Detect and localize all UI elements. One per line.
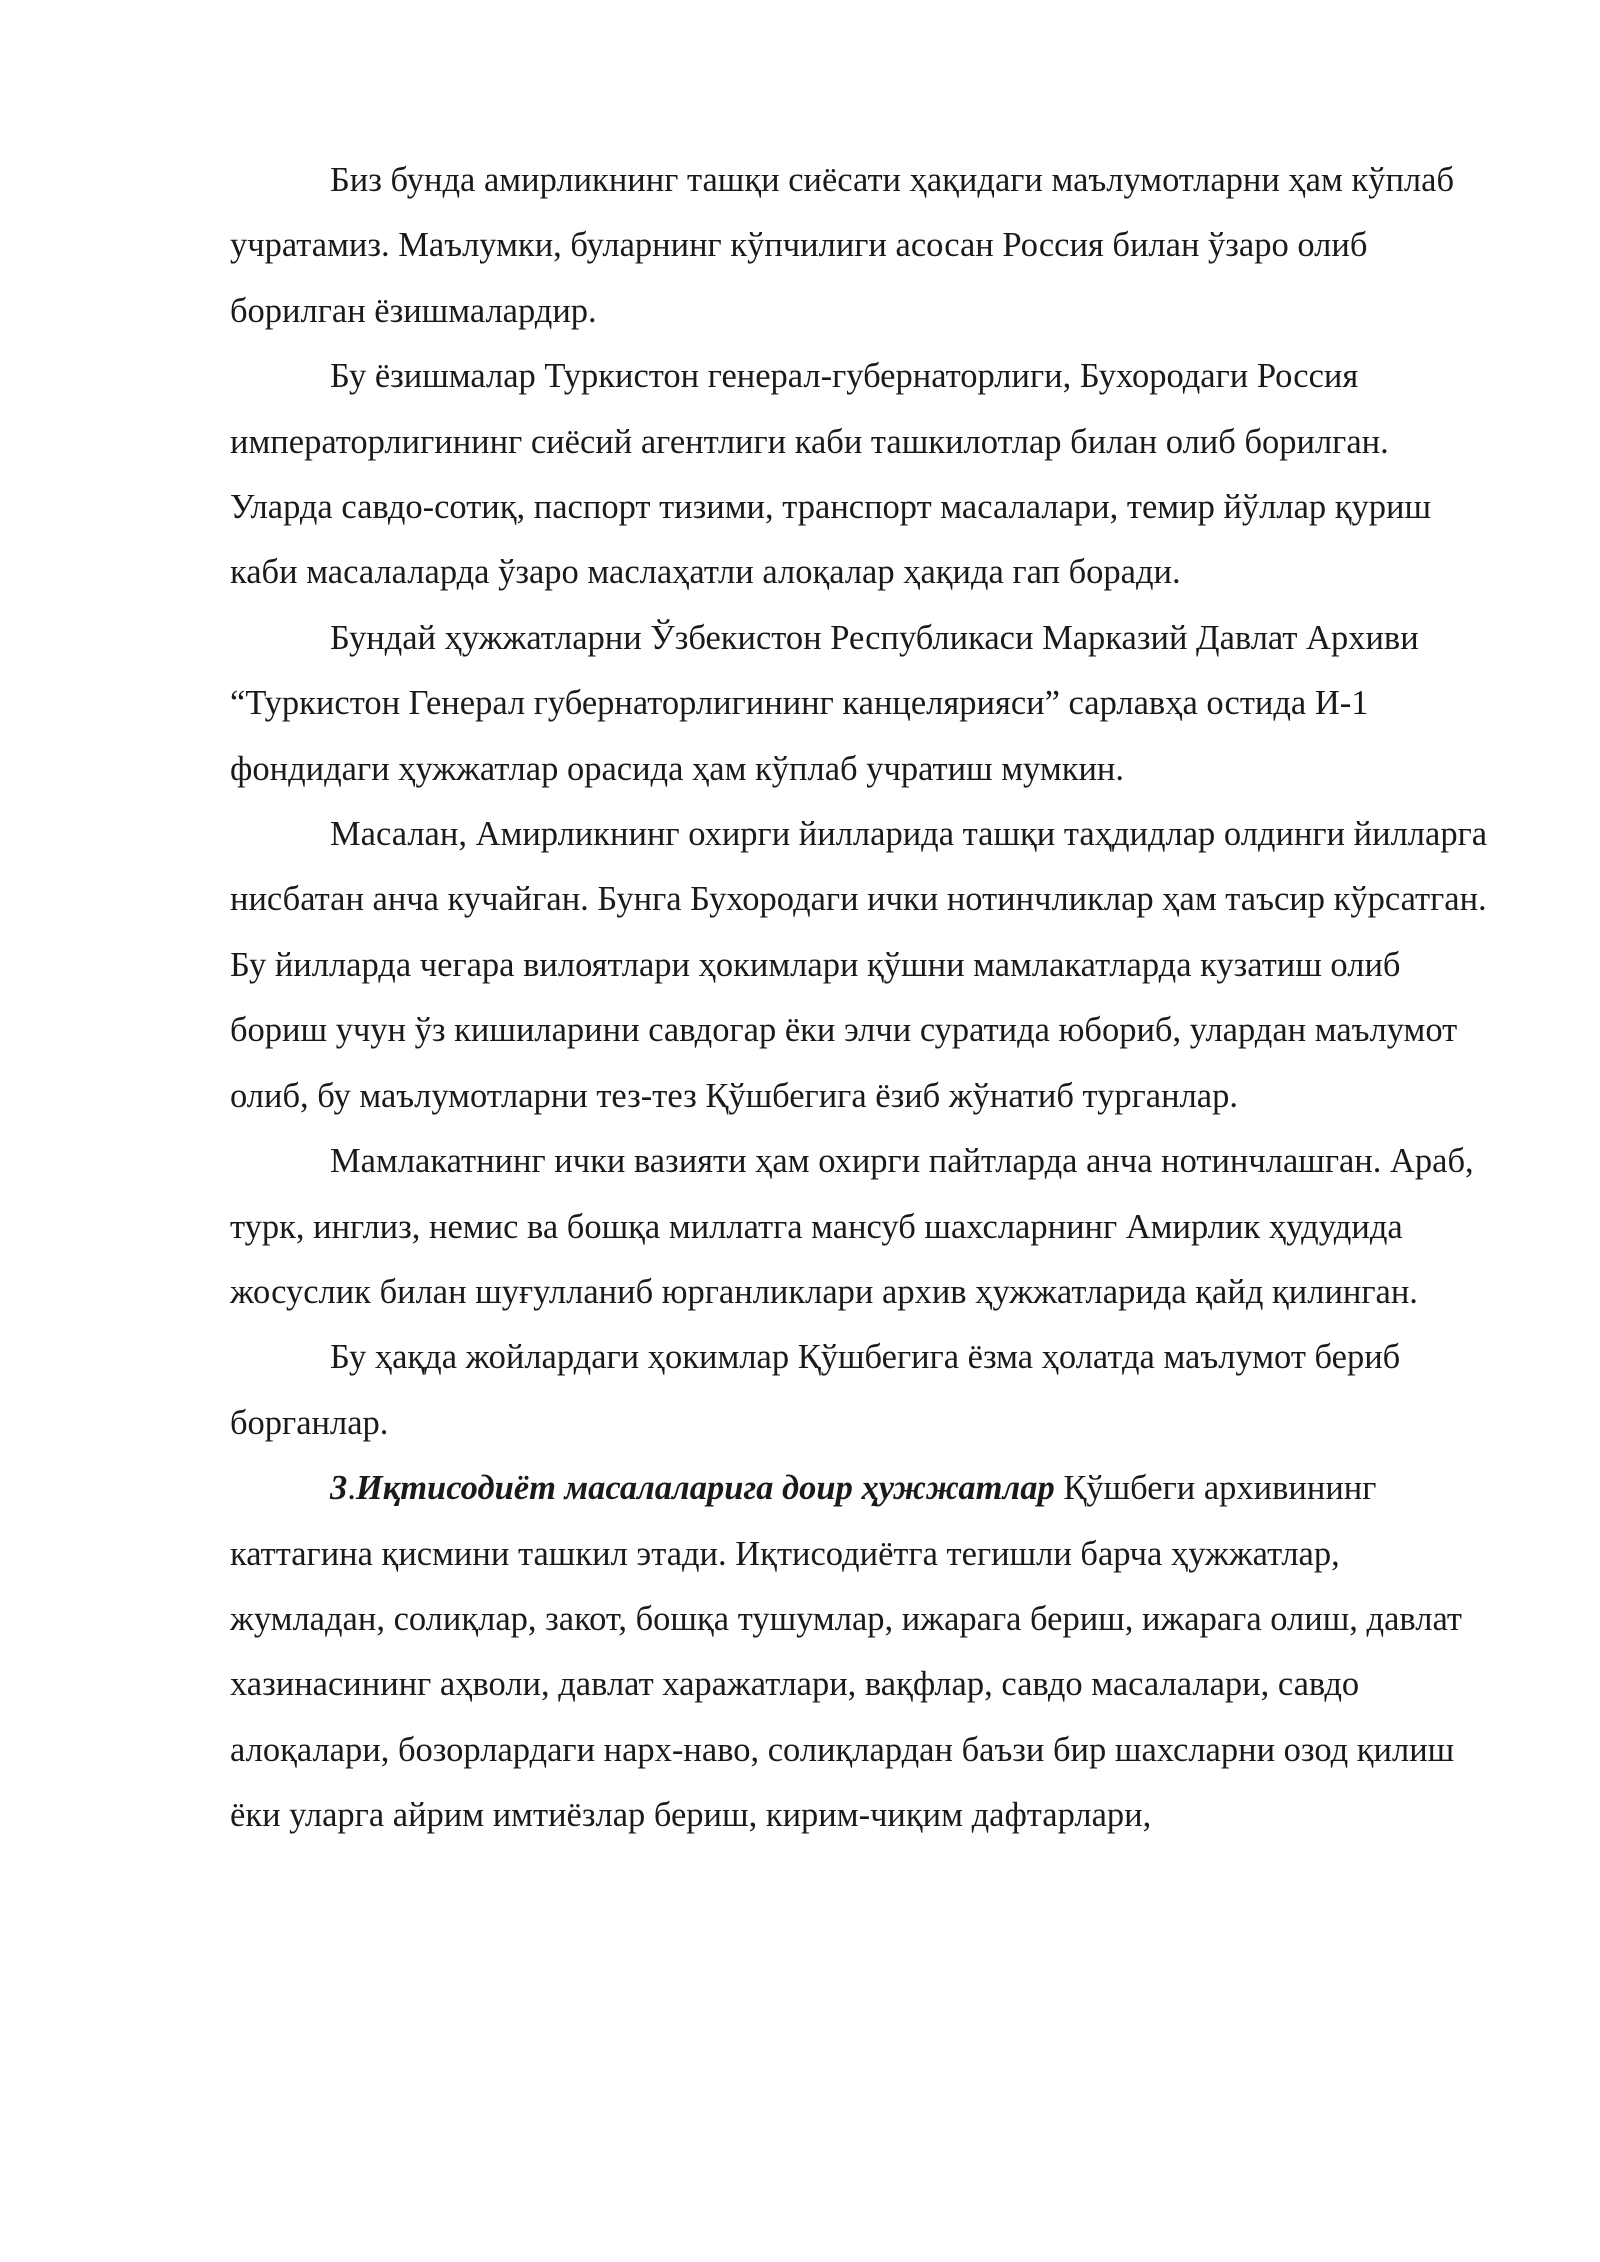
- paragraph-governors-reports: Бу ҳақда жойлардаги ҳокимлар Қўшбегига ёзма ҳолатда маълумот бериб борганлар.: [230, 1338, 1401, 1442]
- paragraph-internal-situation: Мамлакатнинг ички вазияти ҳам охирги пайтларда анча нотинчлашган. Араб, турк, инглиз, немис ва бошқа миллатга мансуб шахсларнинг Амирлик ҳудудида жосуслик билан шуғулланиб юрганликлари архив ҳужжатларида қайд қилинган.: [230, 1142, 1474, 1311]
- section-heading: Иқтисодиёт масалаларига доир ҳужжатлар: [355, 1469, 1055, 1508]
- paragraph-correspondence: Бу ёзишмалар Туркистон генерал-губернаторлиги, Бухородаги Россия императорлигининг сиёсий агентлиги каби ташкилотлар билан олиб борилган. Уларда савдо-сотиқ, паспорт тизими, транспорт масалалари, темир йўллар қуриш каби масалаларда ўзаро маслаҳатли алоқалар ҳақида гап боради.: [230, 357, 1432, 592]
- paragraph-archive-reference: Бундай ҳужжатларни Ўзбекистон Республикаси Марказий Давлат Архиви “Туркистон Генерал губернаторлигининг канцелярияси” сарлавҳа остида И-1 фондидаги ҳужжатлар орасида ҳам кўплаб учратиш мумкин.: [230, 618, 1419, 788]
- paragraph-external-threats: Масалан, Амирликнинг охирги йилларида ташқи таҳдидлар олдинги йилларга нисбатан анча кучайган. Бунга Бухородаги ички нотинчликлар ҳам таъсир кўрсатган. Бу йилларда чегара вилоятлари ҳокимлари қўшни мамлакатларда кузатиш олиб бориш учун ўз кишиларини савдогар ёки элчи суратида юбориб, улардан маълумот олиб, бу маълумотларни тез-тез Қўшбегига ёзиб жўнатиб турганлар.: [230, 815, 1488, 1115]
- section-dot: .: [347, 1469, 356, 1508]
- section-number: 3: [330, 1469, 348, 1508]
- paragraph-foreign-policy: Биз бунда амирликнинг ташқи сиёсати ҳақидаги маълумотларни ҳам кўплаб учратамиз. Маълумки, буларнинг кўпчилиги асосан Россия билан ўзаро олиб борилган ёзишмалардир.: [230, 161, 1455, 330]
- section-text: Қўшбеги архивининг каттагина қисмини ташкил этади. Иқтисодиётга тегишли барча ҳужжатлар, жумладан, солиқлар, закот, бошқа тушумлар, ижарага бериш, ижарага олиш, давлат хазинасининг аҳволи, давлат харажатлари, вақфлар, савдо масалалари, савдо алоқалари, бозорлардаги нарх-наво, солиқлардан баъзи бир шахсларни озод қилиш ёки уларга айрим имтиёзлар бериш, кирим-чиқим дафтарлари,: [230, 1469, 1462, 1835]
- paragraph-economy-section: [230, 1456, 1500, 1848]
- document-body: [230, 148, 1500, 1849]
